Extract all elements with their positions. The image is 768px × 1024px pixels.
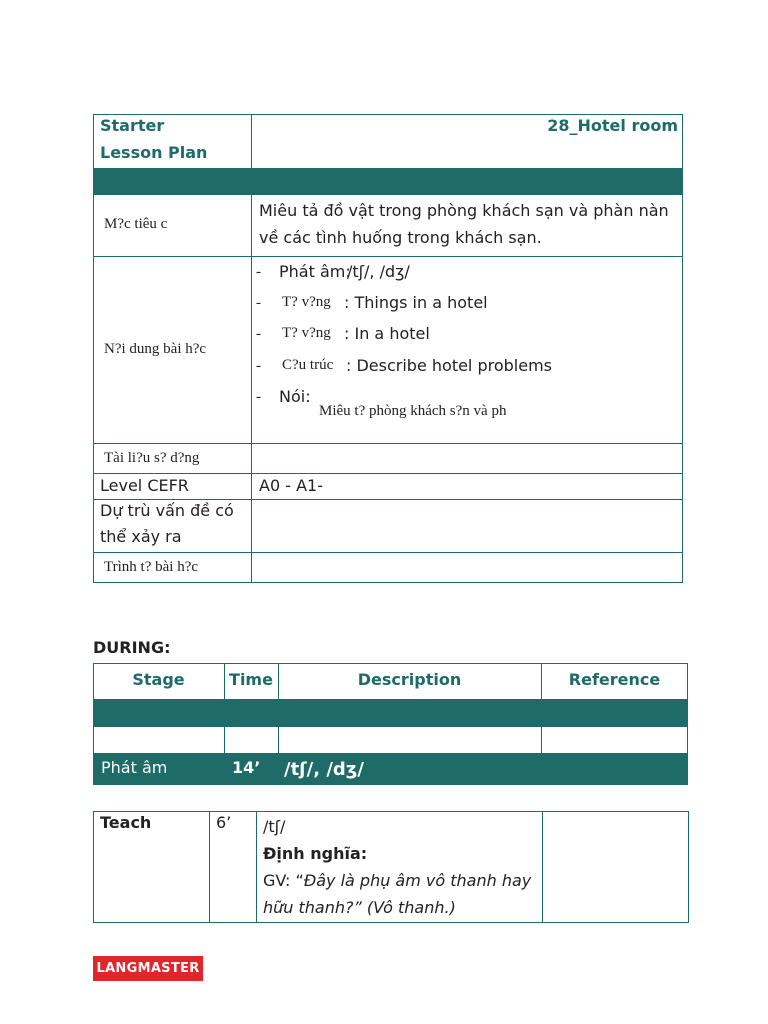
during-band xyxy=(93,699,688,727)
gv-question: Đây là phụ âm vô thanh hay xyxy=(303,871,532,890)
content-item-text: : Things in a hotel xyxy=(344,293,488,312)
bullet: - xyxy=(256,358,261,374)
phat-am-time: 14’ xyxy=(232,758,261,777)
phat-am-row xyxy=(93,753,688,784)
content-item-prefix: Phát âm: xyxy=(279,262,351,281)
header-band xyxy=(93,168,683,195)
starter-label: Starter xyxy=(100,116,165,135)
issues-label-line1: Dự trù vấn đề có xyxy=(100,501,234,520)
teach-symbol: /tʃ/ xyxy=(263,817,286,836)
content-label: N?i dung bài h?c xyxy=(104,341,207,357)
content-item-prefix: C?u trúc xyxy=(282,357,334,373)
objective-text-line2: về các tình huống trong khách sạn. xyxy=(259,228,542,247)
content-item-text: Miêu t? phòng khách s?n và ph xyxy=(319,403,507,419)
gv-prefix: GV: “ xyxy=(263,871,304,890)
content-item-prefix: T? v?ng xyxy=(282,325,331,341)
objective-label: M?c tiêu c xyxy=(104,216,168,232)
definition-label: Định nghĩa: xyxy=(263,844,368,863)
during-heading: DURING: xyxy=(93,638,171,657)
teach-stage: Teach xyxy=(100,813,152,832)
content-item-text: : Describe hotel problems xyxy=(346,356,552,375)
bullet: - xyxy=(256,264,261,280)
content-item-text: : In a hotel xyxy=(344,324,430,343)
level-value: A0 - A1- xyxy=(259,476,323,495)
col-header-reference: Reference xyxy=(568,670,661,689)
bullet: - xyxy=(256,326,261,342)
issues-label-line2: thể xảy ra xyxy=(100,527,182,546)
col-header-time: Time xyxy=(229,670,273,689)
teach-time: 6’ xyxy=(216,813,232,832)
content-item-prefix: T? v?ng xyxy=(282,294,331,310)
phat-am-stage: Phát âm xyxy=(101,758,168,777)
level-label: Level CEFR xyxy=(100,476,189,495)
lesson-sequence-label: Trình t? bài h?c xyxy=(104,559,199,575)
content-item-prefix: Nói: xyxy=(279,387,311,406)
langmaster-logo: LANGMASTER xyxy=(93,956,203,981)
phat-am-description: /tʃ/, /dʒ/ xyxy=(284,759,364,780)
col-header-description: Description xyxy=(357,670,462,689)
content-item-text: /tʃ/, /dʒ/ xyxy=(347,262,410,281)
col-header-stage: Stage xyxy=(132,670,185,689)
gv-line1 xyxy=(263,867,531,894)
bullet: - xyxy=(256,389,261,405)
lesson-plan-label: Lesson Plan xyxy=(100,143,208,162)
gv-line2: hữu thanh?” (Vô thanh.) xyxy=(263,898,456,917)
objective-text-line1: Miêu tả đồ vật trong phòng khách sạn và phàn nàn xyxy=(259,201,669,220)
lesson-title: 28_Hotel room xyxy=(547,116,678,135)
materials-label: Tài li?u s? d?ng xyxy=(104,450,200,466)
bullet: - xyxy=(256,295,261,311)
